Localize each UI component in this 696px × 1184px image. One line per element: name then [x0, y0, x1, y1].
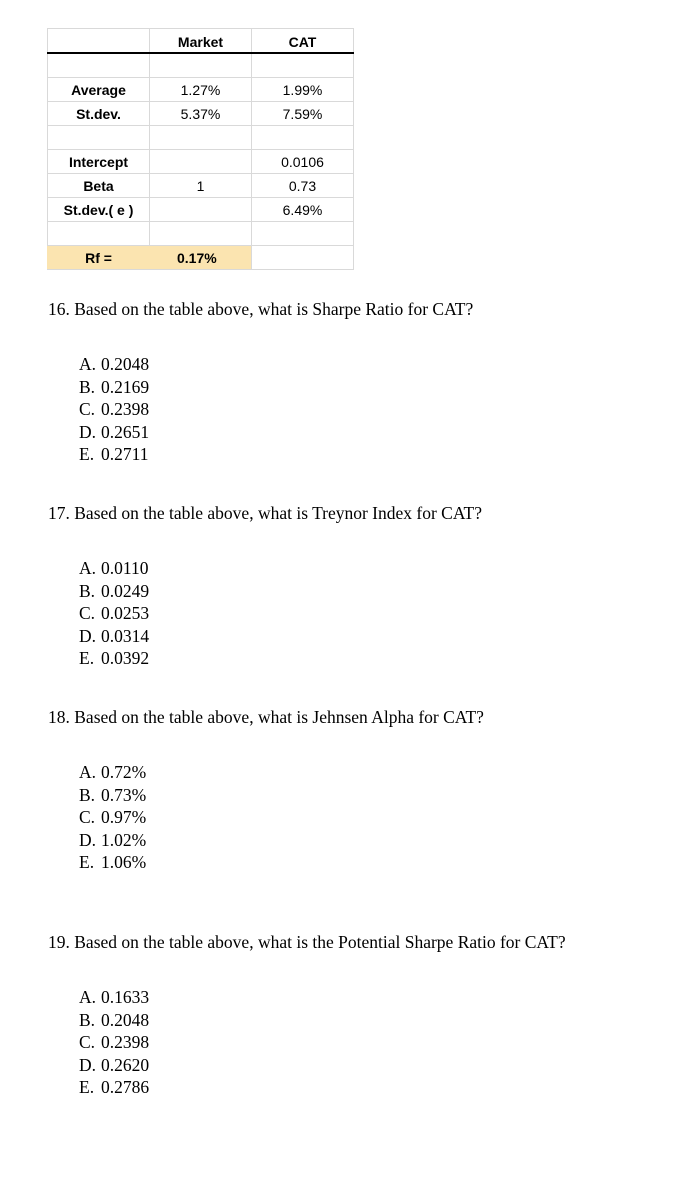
- cat-intercept: 0.0106: [252, 150, 354, 173]
- market-average: 1.27%: [150, 78, 252, 101]
- row-label: Beta: [47, 174, 150, 197]
- data-table: [47, 28, 354, 270]
- option-b: B. 0.2169: [79, 376, 150, 397]
- question-19: [48, 931, 668, 1099]
- answer-options: [79, 353, 668, 466]
- option-b: B. 0.73%: [79, 784, 147, 805]
- table-row-blank: [47, 222, 354, 246]
- market-stdev: 5.37%: [150, 102, 252, 125]
- market-intercept: [150, 150, 252, 173]
- rf-label: Rf =: [47, 246, 150, 269]
- question-18: [48, 706, 668, 874]
- question-17: [48, 502, 668, 670]
- cat-stdev-e: 6.49%: [252, 198, 354, 221]
- option-d: D. 1.02%: [79, 829, 147, 850]
- option-a: A. 0.2048: [79, 354, 150, 374]
- row-label: Average: [47, 78, 150, 101]
- cat-average: 1.99%: [252, 78, 354, 101]
- option-b: B. 0.2048: [79, 1009, 150, 1030]
- option-c: C. 0.0253: [79, 603, 150, 623]
- question-16: [48, 298, 668, 466]
- option-d: D. 0.2651: [79, 421, 150, 442]
- table-row-blank: [47, 126, 354, 150]
- option-a: A. 0.72%: [79, 762, 147, 782]
- header-cell-cat: CAT: [252, 29, 354, 52]
- question-text: 16. Based on the table above, what is Sharpe Ratio for CAT?: [48, 299, 474, 319]
- option-b: B. 0.0249: [79, 580, 150, 601]
- option-d: D. 0.0314: [79, 625, 150, 646]
- question-text: 19. Based on the table above, what is the Potential Sharpe Ratio for CAT?: [48, 932, 566, 952]
- table-row-average: [47, 78, 354, 102]
- row-label: Intercept: [47, 150, 150, 173]
- rf-value: 0.17%: [150, 246, 252, 269]
- table-row-stdev: [47, 102, 354, 126]
- option-c: C. 0.2398: [79, 399, 150, 419]
- market-beta: 1: [150, 174, 252, 197]
- row-label: St.dev.( e ): [47, 198, 150, 221]
- table-row-beta: [47, 174, 354, 198]
- option-e: E. 0.0392: [79, 648, 150, 668]
- cat-stdev: 7.59%: [252, 102, 354, 125]
- question-text: 18. Based on the table above, what is Jehnsen Alpha for CAT?: [48, 707, 484, 727]
- answer-options: [79, 557, 668, 670]
- answer-options: [79, 986, 668, 1099]
- table-row-rf: [47, 246, 354, 270]
- option-c: C. 0.97%: [79, 807, 147, 827]
- header-cell-empty: [47, 29, 150, 52]
- row-label: St.dev.: [47, 102, 150, 125]
- table-header-row: [47, 28, 354, 54]
- option-e: E. 0.2711: [79, 444, 149, 464]
- header-cell-market: Market: [150, 29, 252, 52]
- market-stdev-e: [150, 198, 252, 221]
- option-c: C. 0.2398: [79, 1032, 150, 1052]
- option-e: E. 0.2786: [79, 1077, 150, 1097]
- option-e: E. 1.06%: [79, 852, 147, 872]
- cat-beta: 0.73: [252, 174, 354, 197]
- option-a: A. 0.1633: [79, 987, 150, 1007]
- table-row-stdev-e: [47, 198, 354, 222]
- table-row-blank: [47, 54, 354, 78]
- answer-options: [79, 761, 668, 874]
- option-d: D. 0.2620: [79, 1054, 150, 1075]
- table-row-intercept: [47, 150, 354, 174]
- question-text: 17. Based on the table above, what is Treynor Index for CAT?: [48, 503, 483, 523]
- option-a: A. 0.0110: [79, 558, 149, 578]
